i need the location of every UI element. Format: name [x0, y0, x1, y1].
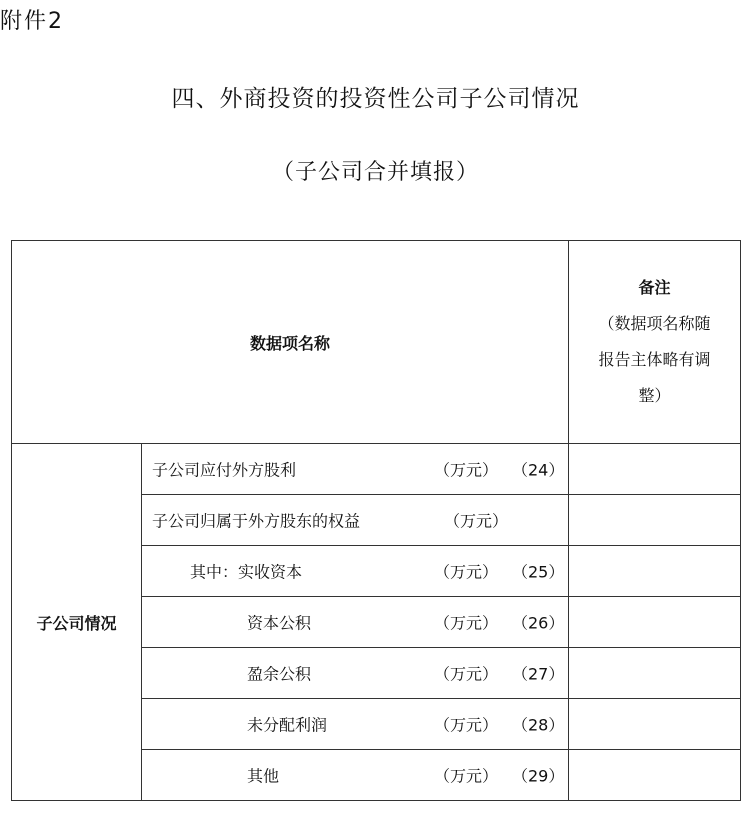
remark-line: 报告主体略有调 [598, 350, 711, 369]
item-unit: （万元） [434, 460, 499, 480]
remark-input-cell[interactable] [569, 546, 741, 597]
remark-title: 备注 [638, 278, 671, 297]
remark-input-cell[interactable] [569, 444, 741, 495]
item-cell [142, 546, 569, 597]
item-unit: （万元） [434, 562, 499, 582]
item-cell [142, 495, 569, 546]
item-label: 未分配利润 [247, 715, 328, 735]
item-cell [142, 648, 569, 699]
item-code: （24） [512, 460, 565, 480]
item-label: 其中：实收资本 [190, 562, 303, 582]
item-label: 子公司应付外方股利 [152, 460, 297, 480]
group-label-subsidiary: 子公司情况 [12, 444, 142, 801]
item-cell [142, 699, 569, 750]
page-subtitle: （子公司合并填报） [271, 160, 479, 185]
item-cell [142, 750, 569, 801]
page-title: 四、外商投资的投资性公司子公司情况 [171, 86, 580, 112]
item-unit: （万元） [434, 766, 499, 786]
item-cell [142, 444, 569, 495]
remark-input-cell[interactable] [569, 699, 741, 750]
attachment-label: 附件2 [0, 9, 64, 34]
item-unit: （万元） [434, 664, 499, 684]
item-code: （27） [512, 664, 565, 684]
item-code: （28） [512, 715, 565, 735]
remark-input-cell[interactable] [569, 597, 741, 648]
item-label: 子公司归属于外方股东的权益 [152, 511, 361, 531]
remark-input-cell[interactable] [569, 648, 741, 699]
remark-line: 整） [638, 386, 671, 405]
remark-input-cell[interactable] [569, 495, 741, 546]
item-cell [142, 597, 569, 648]
item-unit: （万元） [444, 511, 509, 531]
item-unit: （万元） [434, 715, 499, 735]
item-code: （25） [512, 562, 565, 582]
item-label: 资本公积 [247, 613, 312, 633]
subsidiary-report-table [11, 240, 741, 801]
table-row [12, 444, 741, 495]
remark-input-cell[interactable] [569, 750, 741, 801]
item-label: 其他 [247, 766, 280, 786]
table-header-row [12, 241, 741, 444]
header-remark [569, 241, 741, 444]
remark-line: （数据项名称随 [598, 314, 711, 333]
item-code: （29） [512, 766, 565, 786]
item-label: 盈余公积 [247, 664, 312, 684]
item-unit: （万元） [434, 613, 499, 633]
header-data-item-name: 数据项名称 [12, 241, 569, 444]
item-code: （26） [512, 613, 565, 633]
